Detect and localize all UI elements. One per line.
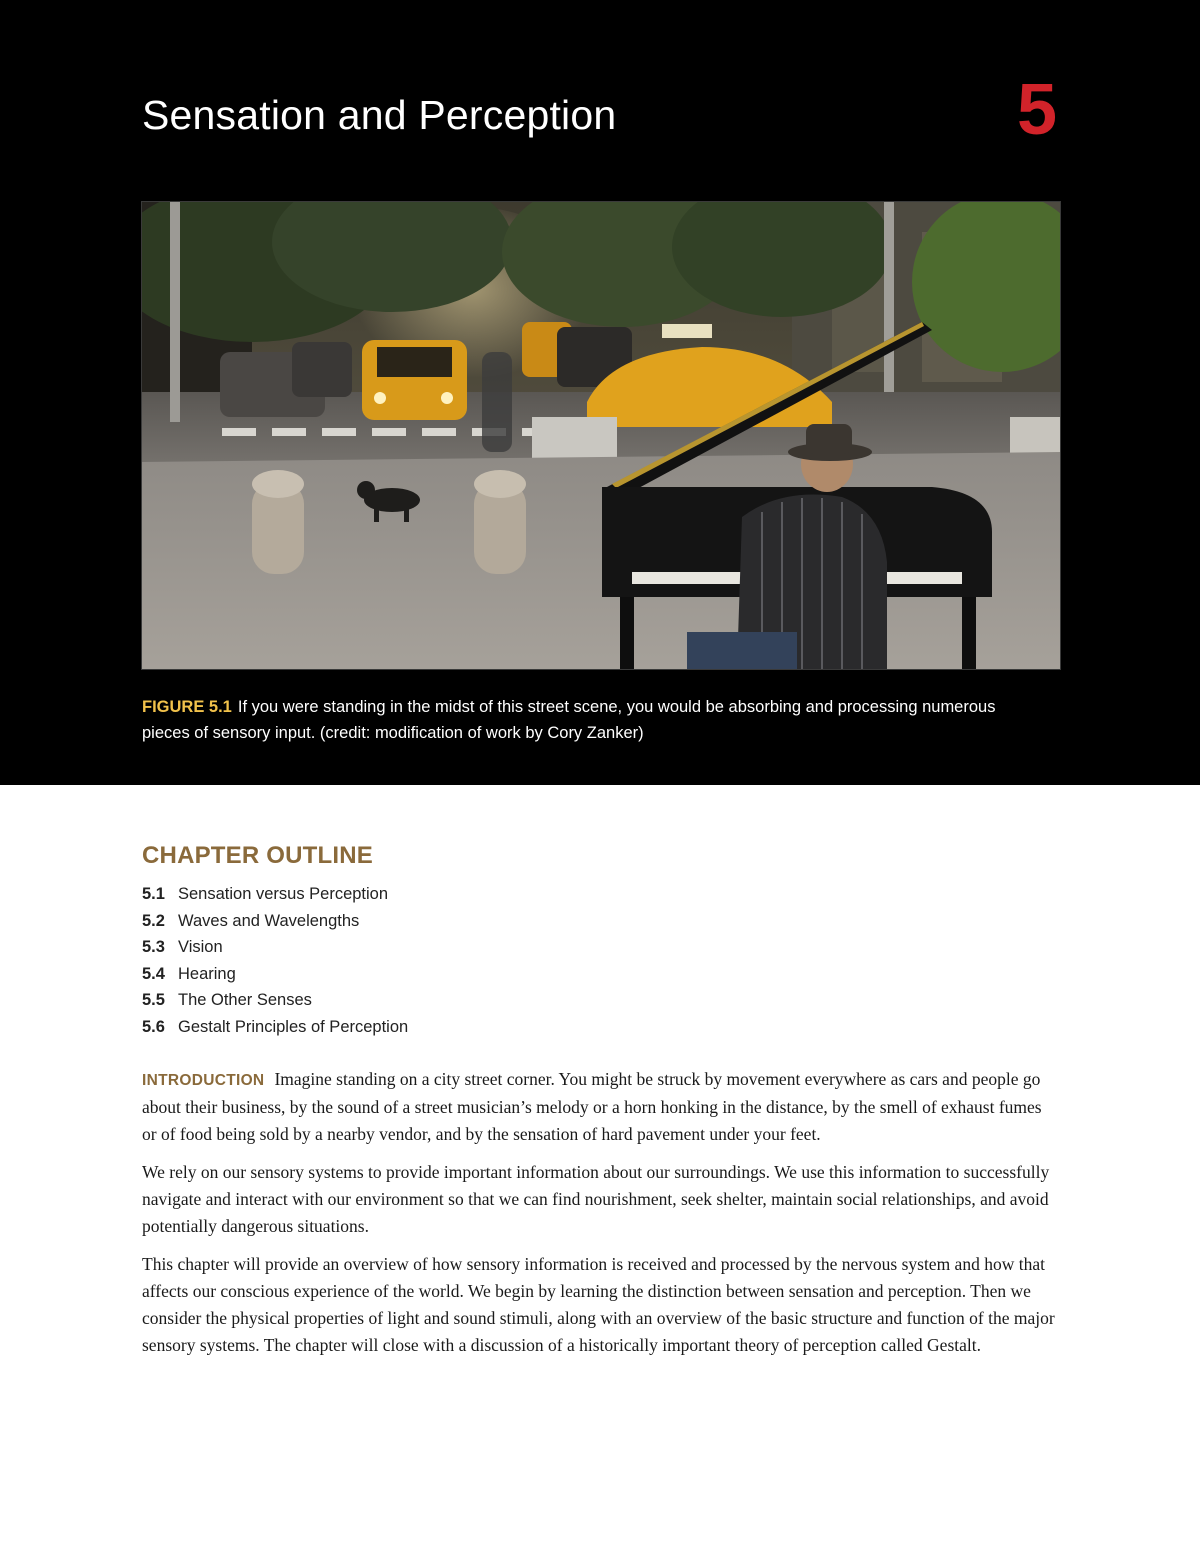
outline-item[interactable] xyxy=(142,881,408,908)
chapter-title: Sensation and Perception xyxy=(142,92,617,138)
outline-item-number: 5.6 xyxy=(142,1017,165,1036)
chapter-number: 5 xyxy=(1016,70,1057,150)
figure-caption xyxy=(142,694,1042,746)
outline-item[interactable] xyxy=(142,908,408,935)
outline-item-label: Hearing xyxy=(178,964,236,983)
figure-label: FIGURE 5.1 xyxy=(142,698,232,716)
outline-item-label: The Other Senses xyxy=(178,991,312,1009)
body-paragraph: We rely on our sensory systems to provide important information about our surroundings. We use this information to successfully navigate and interact with our environment so that we can find nourishment, seek shelter, maintain social relationships, and avoid potentially dangerous situations. xyxy=(142,1162,1050,1236)
introduction-section xyxy=(142,1066,1057,1370)
chapter-outline-heading: CHAPTER OUTLINE xyxy=(142,842,373,869)
intro-paragraph xyxy=(142,1066,1057,1148)
outline-item-label: Sensation versus Perception xyxy=(178,885,389,903)
outline-item-number: 5.3 xyxy=(142,938,165,956)
street-scene-photo xyxy=(141,201,1061,670)
body-paragraph: This chapter will provide an overview of how sensory information is received and processed by the nervous system and how that affects our conscious experience of the world. We begin by learning the distinction between sensation and perception. Then we consider the physical properties of light and sound stimuli, along with an overview of the basic structure and function of the major sensory systems. The chapter will close with a discussion of a historically important theory of perception called Gestalt. xyxy=(142,1254,1055,1355)
outline-item-number: 5.1 xyxy=(142,885,165,903)
outline-item-number: 5.2 xyxy=(142,911,165,930)
outline-item-number: 5.4 xyxy=(142,964,165,983)
figure-caption-text: If you were standing in the midst of this street scene, you would be absorbing and processing numerous pieces of sensory input. (credit: modification of work by Cory Zanker) xyxy=(142,698,996,742)
outline-item[interactable] xyxy=(142,987,408,1014)
chapter-outline-list xyxy=(142,881,408,1040)
outline-item-number: 5.5 xyxy=(142,991,165,1009)
outline-item-label: Gestalt Principles of Perception xyxy=(178,1017,409,1036)
outline-item[interactable] xyxy=(142,961,408,988)
introduction-label: INTRODUCTION xyxy=(142,1072,265,1089)
outline-item[interactable] xyxy=(142,934,408,961)
outline-item-label: Waves and Wavelengths xyxy=(178,911,360,930)
outline-item-label: Vision xyxy=(178,938,223,956)
intro-paragraph-text: Imagine standing on a city street corner. You might be struck by movement everywhere as cars and people go about their business, by the sound of a street musician’s melody or a horn honking in the distance, by the smell of exhaust fumes or of food being sold by a nearby vendor, and by the sensation of hard pavement under your feet. xyxy=(142,1069,1042,1144)
outline-item[interactable] xyxy=(142,1014,408,1041)
